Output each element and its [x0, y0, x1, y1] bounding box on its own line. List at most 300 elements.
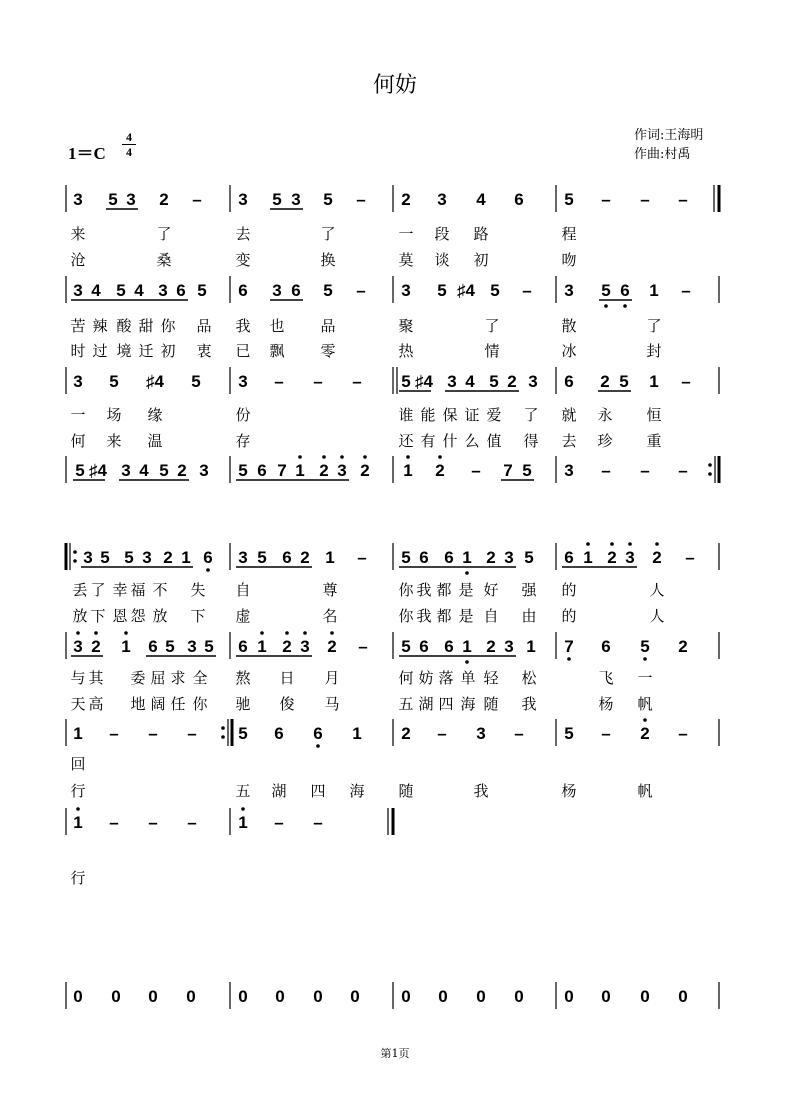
note: 3	[126, 190, 136, 209]
lyric-char: 段	[434, 225, 450, 243]
note: 2	[327, 637, 337, 656]
dash-extension: –	[678, 190, 688, 209]
dash-extension: –	[352, 372, 362, 391]
note: 2	[282, 637, 292, 656]
note: 3	[447, 372, 457, 391]
lyric-char: 下	[90, 607, 106, 625]
dash-extension: –	[601, 190, 611, 209]
lyric-char: 苦	[70, 317, 86, 335]
note: 3	[528, 372, 538, 391]
note: 7	[277, 461, 287, 480]
high-octave-dot	[330, 631, 334, 635]
note: 6	[444, 637, 454, 656]
lyric-char: 沧	[70, 251, 86, 269]
note: 3	[625, 548, 635, 567]
lyric-char: 境	[116, 342, 132, 360]
note: 0	[564, 987, 574, 1006]
lyric-char: 什	[442, 432, 458, 450]
lyric-char: 的	[561, 607, 577, 625]
lyric-char: 重	[646, 432, 662, 450]
lyric-char: 全	[192, 669, 208, 687]
high-octave-dot	[303, 631, 307, 635]
note: 6	[313, 724, 323, 743]
note: 4	[134, 281, 144, 300]
lyric-char: 已	[235, 342, 251, 360]
dash-extension: –	[192, 190, 202, 209]
lyric-char: 不	[152, 581, 168, 599]
lyric-char: 四	[310, 782, 326, 800]
high-octave-dot	[610, 542, 614, 546]
lyric-char: 随	[483, 695, 499, 713]
lyric-char: 程	[561, 225, 577, 243]
dash-extension: –	[274, 813, 284, 832]
lyric-char: 虚	[235, 607, 251, 625]
lyric-char: 谈	[434, 251, 450, 269]
note: 5	[524, 548, 534, 567]
lyric-char: 湖	[418, 695, 434, 713]
lyric-char: 你	[398, 581, 414, 599]
lyric-char: 回	[70, 755, 86, 773]
note: 3	[337, 461, 347, 480]
note: 3	[238, 548, 248, 567]
lyric-char: 帆	[637, 782, 653, 800]
lyric-char: 其	[88, 669, 104, 687]
note: 1	[352, 724, 362, 743]
lyric-char: 路	[473, 225, 489, 243]
lyric-char: 帆	[637, 695, 653, 713]
dash-extension: –	[357, 548, 367, 567]
dash-extension: –	[274, 372, 284, 391]
lyric-char: 是	[458, 607, 474, 625]
lyric-char: 我	[473, 782, 489, 800]
lyric-char: 强	[521, 581, 537, 599]
lyric-char: 吻	[561, 251, 577, 269]
note: 3	[199, 461, 209, 480]
high-octave-dot	[124, 631, 128, 635]
repeat-dot	[221, 735, 225, 739]
note: 0	[601, 987, 611, 1006]
note: 4	[91, 281, 101, 300]
high-octave-dot	[94, 631, 98, 635]
lyric-char: 阔	[150, 695, 166, 713]
note: 2	[486, 637, 496, 656]
lyric-char: 还	[398, 432, 414, 450]
lyric-char: 何	[70, 432, 86, 450]
low-octave-dot	[206, 568, 210, 572]
note: ♯4	[415, 372, 433, 391]
lyric-char: 聚	[398, 317, 414, 335]
note: ♯4	[89, 461, 107, 480]
lyric-char: 迁	[138, 342, 154, 360]
low-octave-dot	[567, 657, 571, 661]
lyric-char: 都	[436, 607, 452, 625]
note: 3	[476, 724, 486, 743]
repeat-dot	[221, 726, 225, 730]
lyric-char: 了	[523, 406, 539, 424]
note: 5	[601, 281, 611, 300]
repeat-dot	[73, 559, 77, 563]
lyric-char: 幸	[112, 581, 128, 599]
note: 2	[300, 548, 310, 567]
dash-extension: –	[148, 813, 158, 832]
note: 5	[238, 724, 248, 743]
note: 6	[291, 281, 301, 300]
note: 1	[325, 548, 335, 567]
note: 0	[640, 987, 650, 1006]
low-octave-dot	[465, 660, 469, 664]
lyric-char: 了	[320, 225, 336, 243]
note: 1	[121, 637, 131, 656]
low-octave-dot	[465, 571, 469, 575]
lyric-char: 妨	[418, 669, 434, 687]
note: 1	[649, 281, 659, 300]
note: 3	[158, 281, 168, 300]
lyric-char: 行	[70, 782, 86, 800]
low-octave-dot	[643, 657, 647, 661]
note: 5	[437, 281, 447, 300]
note: 2	[401, 190, 411, 209]
note: 6	[419, 548, 429, 567]
lyric-char: 桑	[156, 251, 172, 269]
dash-extension: –	[313, 372, 323, 391]
lyric-char: 放	[72, 607, 88, 625]
lyric-char: 地	[130, 695, 146, 713]
note: 6	[238, 281, 248, 300]
lyric-char: 丢	[72, 581, 88, 599]
note: 3	[187, 637, 197, 656]
note: 5	[490, 281, 500, 300]
note: 7	[564, 637, 574, 656]
repeat-dot	[708, 472, 712, 476]
note: 0	[438, 987, 448, 1006]
lyric-char: 高	[88, 695, 104, 713]
dash-extension: –	[681, 372, 691, 391]
lyric-char: 随	[398, 782, 414, 800]
dash-extension: –	[187, 813, 197, 832]
high-octave-dot	[285, 631, 289, 635]
lyric-char: 湖	[271, 782, 287, 800]
lyric-char: 了	[646, 317, 662, 335]
note: 1	[526, 637, 536, 656]
note: 3	[291, 190, 301, 209]
note: 5	[564, 724, 574, 743]
note: 2	[401, 724, 411, 743]
note: 5	[197, 281, 207, 300]
lyric-char: 初	[160, 342, 176, 360]
lyric-char: 封	[646, 342, 662, 360]
note: 5	[238, 461, 248, 480]
lyric-char: 委	[130, 669, 146, 687]
note: 6	[203, 548, 213, 567]
lyric-char: 人	[649, 581, 665, 599]
high-octave-dot	[76, 631, 80, 635]
note: 6	[514, 190, 524, 209]
dash-extension: –	[148, 724, 158, 743]
lyric-char: 来	[70, 225, 86, 243]
note: 1	[238, 813, 248, 832]
lyric-char: 求	[170, 669, 186, 687]
low-octave-dot	[623, 304, 627, 308]
note: 3	[73, 190, 83, 209]
dash-extension: –	[678, 461, 688, 480]
note: 3	[504, 548, 514, 567]
song-title: 何妨	[372, 73, 417, 98]
note: 6	[444, 548, 454, 567]
lyric-char: 我	[416, 581, 432, 599]
note: 2	[163, 548, 173, 567]
note: 6	[419, 637, 429, 656]
lyric-char: 海	[349, 782, 365, 800]
note: 6	[564, 548, 574, 567]
dash-extension: –	[601, 724, 611, 743]
lyric-char: 酸	[116, 317, 132, 335]
lyric-char: 何	[398, 669, 414, 687]
note: 5	[257, 548, 267, 567]
note: 1	[649, 372, 659, 391]
dash-extension: –	[471, 461, 481, 480]
lyric-char: 屈	[150, 669, 166, 687]
lyric-char: 杨	[561, 782, 577, 800]
note: 5	[204, 637, 214, 656]
lyric-char: 与	[70, 669, 86, 687]
note: 1	[257, 637, 267, 656]
note: 3	[142, 548, 152, 567]
high-octave-dot	[438, 455, 442, 459]
lyric-char: 杨	[598, 695, 614, 713]
dash-extension: –	[356, 190, 366, 209]
lyric-char: 由	[521, 607, 537, 625]
note: 5	[323, 281, 333, 300]
note: 5	[522, 461, 532, 480]
lyric-char: 落	[438, 669, 454, 687]
high-octave-dot	[322, 455, 326, 459]
lyric-char: 去	[235, 225, 251, 243]
note: 0	[350, 987, 360, 1006]
lyric-char: 放	[152, 607, 168, 625]
lyric-char: 马	[324, 695, 340, 713]
dash-extension: –	[187, 724, 197, 743]
lyric-char: 一	[637, 669, 653, 687]
note: 2	[177, 461, 187, 480]
high-octave-dot	[241, 807, 245, 811]
lyric-char: 零	[320, 342, 336, 360]
note: 1	[73, 813, 83, 832]
note: 6	[176, 281, 186, 300]
high-octave-dot	[260, 631, 264, 635]
lyric-char: 值	[486, 432, 502, 450]
lyric-char: 时	[70, 342, 86, 360]
note: 3	[73, 372, 83, 391]
lyric-char: 海	[460, 695, 476, 713]
note: 5	[401, 548, 411, 567]
lyric-char: 你	[398, 607, 414, 625]
lyric-char: 永	[597, 406, 613, 424]
note: 6	[238, 637, 248, 656]
lyric-char: 人	[649, 607, 665, 625]
note: 2	[435, 461, 445, 480]
note: 6	[601, 637, 611, 656]
lyric-char: 能	[420, 406, 436, 424]
note: 3	[401, 281, 411, 300]
note: 2	[159, 190, 169, 209]
lyric-char: 我	[235, 317, 251, 335]
composer: 作曲:村禹	[634, 147, 691, 162]
high-octave-dot	[363, 455, 367, 459]
lyric-char: 日	[279, 669, 295, 687]
low-octave-dot	[316, 744, 320, 748]
lyric-char: 情	[484, 342, 500, 360]
lyric-char: 存	[235, 432, 251, 450]
note: 3	[300, 637, 310, 656]
note: 0	[678, 987, 688, 1006]
note: 5	[159, 461, 169, 480]
note: 4	[465, 372, 475, 391]
note: 3	[272, 281, 282, 300]
lyric-char: 的	[561, 581, 577, 599]
dash-extension: –	[313, 813, 323, 832]
note: 6	[148, 637, 158, 656]
key-signature: 1＝C	[68, 144, 106, 163]
note: 4	[139, 461, 149, 480]
lyric-char: 五	[235, 782, 251, 800]
dash-extension: –	[681, 281, 691, 300]
lyric-char: 过	[92, 342, 108, 360]
lyric-char: 失	[190, 581, 206, 599]
note: 1	[403, 461, 413, 480]
lyric-char: 换	[320, 251, 336, 269]
note: 5	[323, 190, 333, 209]
lyric-char: 甜	[138, 317, 154, 335]
lyric-char: 莫	[398, 251, 414, 269]
dash-extension: –	[437, 724, 447, 743]
lyric-char: 自	[483, 607, 499, 625]
note: 6	[274, 724, 284, 743]
time-signature-bottom: 4	[126, 145, 132, 159]
lyric-char: 冰	[561, 342, 577, 360]
high-octave-dot	[340, 455, 344, 459]
lyric-char: 都	[436, 581, 452, 599]
note: 4	[476, 190, 486, 209]
note: 0	[73, 987, 83, 1006]
note: 2	[640, 724, 650, 743]
high-octave-dot	[628, 542, 632, 546]
lyric-char: 自	[235, 581, 251, 599]
note: 7	[503, 461, 513, 480]
note: 0	[514, 987, 524, 1006]
dash-extension: –	[678, 724, 688, 743]
lyric-char: 恒	[646, 406, 662, 424]
note: 6	[620, 281, 630, 300]
note: 1	[583, 548, 593, 567]
note: 5	[108, 190, 118, 209]
note: 3	[238, 190, 248, 209]
dash-extension: –	[601, 461, 611, 480]
note: 5	[272, 190, 282, 209]
note: 6	[282, 548, 292, 567]
high-octave-dot	[586, 542, 590, 546]
repeat-dot	[73, 550, 77, 554]
note: 2	[678, 637, 688, 656]
note: 5	[401, 637, 411, 656]
note: 2	[600, 372, 610, 391]
lyric-char: 场	[106, 406, 122, 424]
lyric-char: 一	[398, 225, 414, 243]
dash-extension: –	[522, 281, 532, 300]
lyric-char: 温	[147, 432, 163, 450]
note: 2	[607, 548, 617, 567]
note: 5	[564, 190, 574, 209]
high-octave-dot	[643, 718, 647, 722]
note: 5	[116, 281, 126, 300]
note: 5	[640, 637, 650, 656]
lyric-char: 散	[561, 317, 577, 335]
lyric-char: 有	[420, 432, 436, 450]
lyric-char: 福	[130, 581, 146, 599]
note: 1	[73, 724, 83, 743]
high-octave-dot	[298, 455, 302, 459]
lyric-char: 行	[70, 869, 86, 887]
note: 0	[238, 987, 248, 1006]
note: 3	[238, 372, 248, 391]
lyric-char: 下	[190, 607, 206, 625]
note: 3	[73, 281, 83, 300]
lyric-char: 品	[196, 317, 212, 335]
lyric-char: 月	[324, 669, 340, 687]
note: 2	[91, 637, 101, 656]
note: 3	[564, 461, 574, 480]
lyric-char: 辣	[92, 317, 108, 335]
lyricist: 作词:王海明	[634, 128, 704, 143]
lyric-char: 来	[106, 432, 122, 450]
lyric-char: 初	[473, 251, 489, 269]
dash-extension: –	[514, 724, 524, 743]
high-octave-dot	[406, 455, 410, 459]
lyric-char: 俊	[279, 695, 295, 713]
note: 5	[619, 372, 629, 391]
note: 0	[111, 987, 121, 1006]
note: 5	[109, 372, 119, 391]
note: 5	[75, 461, 85, 480]
note: 1	[462, 637, 472, 656]
note: 5	[165, 637, 175, 656]
lyric-char: 飘	[269, 342, 285, 360]
note: 0	[186, 987, 196, 1006]
lyric-char: 也	[269, 317, 285, 335]
lyric-char: 缘	[147, 406, 163, 424]
lyric-char: 得	[523, 432, 539, 450]
high-octave-dot	[655, 542, 659, 546]
lyric-char: 谁	[398, 406, 414, 424]
note: 0	[401, 987, 411, 1006]
note: ♯4	[457, 281, 475, 300]
note: 2	[360, 461, 370, 480]
lyric-char: 爱	[486, 406, 502, 424]
lyric-char: 份	[235, 406, 251, 424]
note: 3	[437, 190, 447, 209]
lyric-char: 我	[521, 695, 537, 713]
lyric-char: 品	[320, 317, 336, 335]
lyric-char: 衷	[196, 342, 212, 360]
lyric-char: 么	[464, 432, 480, 450]
note: 5	[100, 548, 110, 567]
lyric-char: 驰	[235, 695, 251, 713]
lyric-char: 是	[458, 581, 474, 599]
dash-extension: –	[358, 637, 368, 656]
low-octave-dot	[604, 304, 608, 308]
note: 3	[83, 548, 93, 567]
lyric-char: 一	[70, 406, 86, 424]
lyric-char: 单	[460, 669, 476, 687]
